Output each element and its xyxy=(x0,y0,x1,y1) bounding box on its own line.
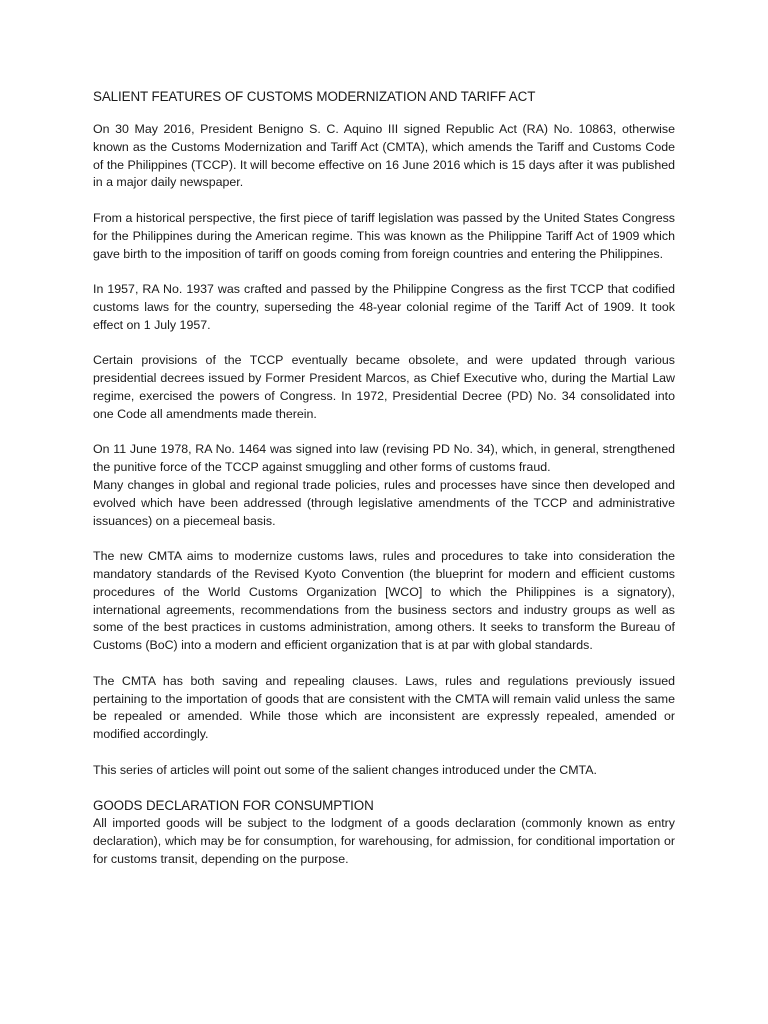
section-heading-goods-declaration: GOODS DECLARATION FOR CONSUMPTION xyxy=(93,798,374,814)
document-title: SALIENT FEATURES OF CUSTOMS MODERNIZATION AND TARIFF ACT xyxy=(93,89,536,104)
paragraph-trade-policy-changes: Many changes in global and regional trade policies, rules and processes have since then developed and evolved which have been addressed (through legislative amendments of the TCCP and administrative issuances) on a piecemeal basis. xyxy=(93,477,675,528)
paragraph-ra-1464: On 11 June 1978, RA No. 1464 was signed into law (revising PD No. 34), which, in general, strengthened the punitive force of the TCCP against smuggling and other forms of customs fraud. xyxy=(93,442,675,475)
paragraph-cmta-signing: On 30 May 2016, President Benigno S. C. Aquino III signed Republic Act (RA) No. 10863, otherwise known as the Customs Modernization and Tariff Act (CMTA), which amends the Tariff and Customs Code of the Philippines (TCCP). It will become effective on 16 June 2016 which is 15 days after it was published in a major daily newspaper. xyxy=(93,122,675,190)
paragraph-historical-perspective: From a historical perspective, the first piece of tariff legislation was passed by the United States Congress for the Philippines during the American regime. This was known as the Philippine Tariff Act of 1909 which gave birth to the imposition of tariff on goods coming from foreign countries and entering the Philippines. xyxy=(93,210,675,261)
paragraph-ra-1937: In 1957, RA No. 1937 was crafted and passed by the Philippine Congress as the first TCCP that codified customs laws for the country, superseding the 48-year colonial regime of the Tariff Act of 1909. It took effect on 1 July 1957. xyxy=(93,282,675,332)
document-page xyxy=(93,88,675,869)
paragraph-goods-declaration: All imported goods will be subject to the lodgment of a goods declaration (commonly known as entry declaration), which may be for consumption, for warehousing, for admission, for conditional importation or for customs transit, depending on the purpose. xyxy=(93,816,675,866)
paragraph-series-intro: This series of articles will point out some of the salient changes introduced under the CMTA. xyxy=(93,762,597,777)
paragraph-cmta-aims: The new CMTA aims to modernize customs laws, rules and procedures to take into consideration the mandatory standards of the Revised Kyoto Convention (the blueprint for modern and efficient customs procedures of the World Customs Organization [WCO] to which the Philippines is a signatory), international agreements, recommendations from the business sectors and industry groups as well as some of the best practices in customs administration, among others. It seeks to transform the Bureau of Customs (BoC) into a modern and efficient organization that is at par with global standards. xyxy=(93,549,675,653)
paragraph-presidential-decrees: Certain provisions of the TCCP eventually became obsolete, and were updated through various presidential decrees issued by Former President Marcos, as Chief Executive who, during the Martial Law regime, exercised the powers of Congress. In 1972, Presidential Decree (PD) No. 34 consolidated into one Code all amendments made therein. xyxy=(93,353,675,421)
paragraph-saving-repealing-clauses: The CMTA has both saving and repealing clauses. Laws, rules and regulations previously issued pertaining to the importation of goods that are consistent with the CMTA will remain valid unless the same be repealed or amended. While those which are inconsistent are expressly repealed, amended or modified accordingly. xyxy=(93,673,675,742)
